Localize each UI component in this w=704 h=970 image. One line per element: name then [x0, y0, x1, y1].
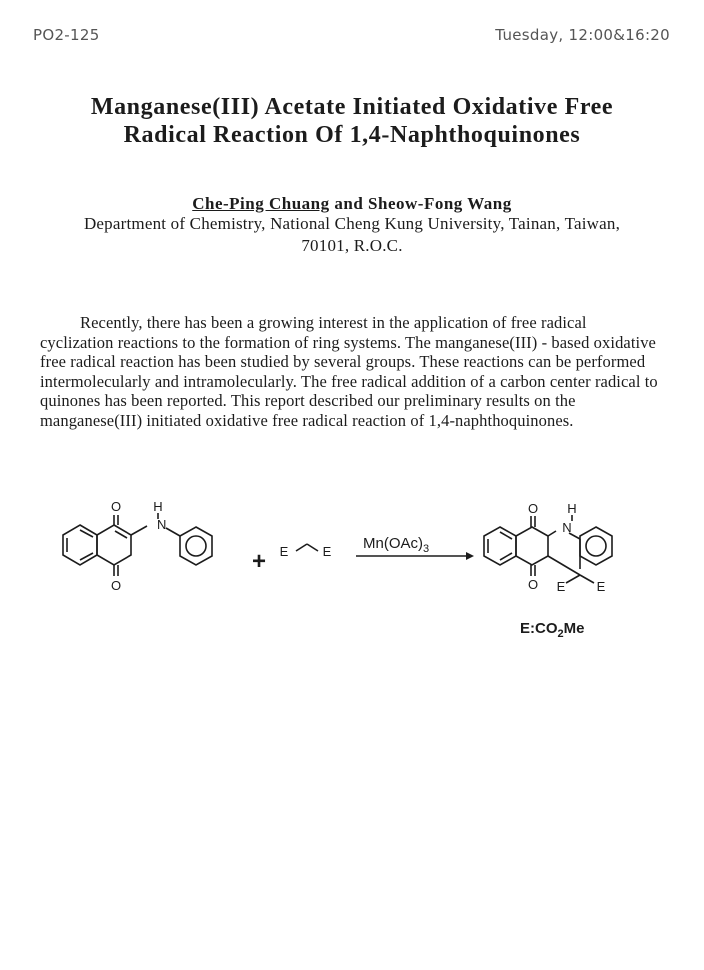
legend-subscript: 2 — [557, 628, 564, 640]
product-bottom-oxygen: O — [527, 577, 539, 592]
arrow-head — [466, 552, 474, 560]
reagent-label — [363, 535, 429, 555]
session-time: Tuesday, 12:00&16:20 — [495, 26, 670, 44]
author-line — [0, 194, 704, 214]
title-line-2: Radical Reaction Of 1,4-Naphthoquinones — [123, 122, 581, 148]
product-e-left: E — [556, 579, 566, 594]
affiliation-line-2: 70101, R.O.C. — [301, 236, 403, 255]
reactant-quinone-structure — [63, 513, 212, 576]
plus-sign: + — [251, 548, 267, 575]
product-h-label: H — [567, 501, 577, 516]
product-e-right: E — [596, 579, 606, 594]
legend-suffix: Me — [563, 620, 585, 637]
reaction-scheme — [0, 490, 704, 650]
abstract-paragraph — [40, 313, 664, 430]
malonate-e-left: E — [279, 544, 289, 559]
malonate-e-right: E — [322, 544, 332, 559]
affiliation-line-1: Department of Chemistry, National Cheng Kung University, Tainan, Taiwan, — [83, 214, 621, 233]
poster-code: PO2-125 — [33, 26, 100, 44]
reactant-n-label: N — [157, 517, 167, 532]
malonate-structure — [296, 544, 318, 551]
reactant-bottom-oxygen: O — [110, 578, 122, 593]
author-1: Che-Ping Chuang — [192, 194, 330, 213]
reagent-main: Mn(OAc) — [363, 535, 423, 552]
product-structure — [484, 515, 612, 583]
author-2: Sheow-Fong Wang — [368, 194, 512, 213]
product-top-oxygen: O — [527, 501, 539, 516]
title-line-1: Manganese(III) Acetate Initiated Oxidative Free — [90, 94, 614, 120]
abstract-text: Recently, there has been a growing interest in the application of free radical cyclization reactions to the formation of ring systems. The manganese(III) - based oxidative free radical reaction has been studied by several groups. These reactions can be performed intermolecularly and intramolecularly. The free radical addition of a carbon center radical to quinones has been reported. This report described our preliminary results on the manganese(III) initiated oxidative free radical reaction of 1,4-naphthoquinones. — [40, 313, 658, 430]
reactant-h-label: H — [153, 499, 163, 514]
reactant-top-oxygen: O — [110, 499, 122, 514]
legend-prefix: E:CO — [520, 620, 558, 637]
product-n-label: N — [562, 520, 572, 535]
author-connector: and — [329, 194, 369, 213]
legend-e-definition — [520, 620, 584, 640]
reagent-subscript: 3 — [423, 543, 430, 555]
